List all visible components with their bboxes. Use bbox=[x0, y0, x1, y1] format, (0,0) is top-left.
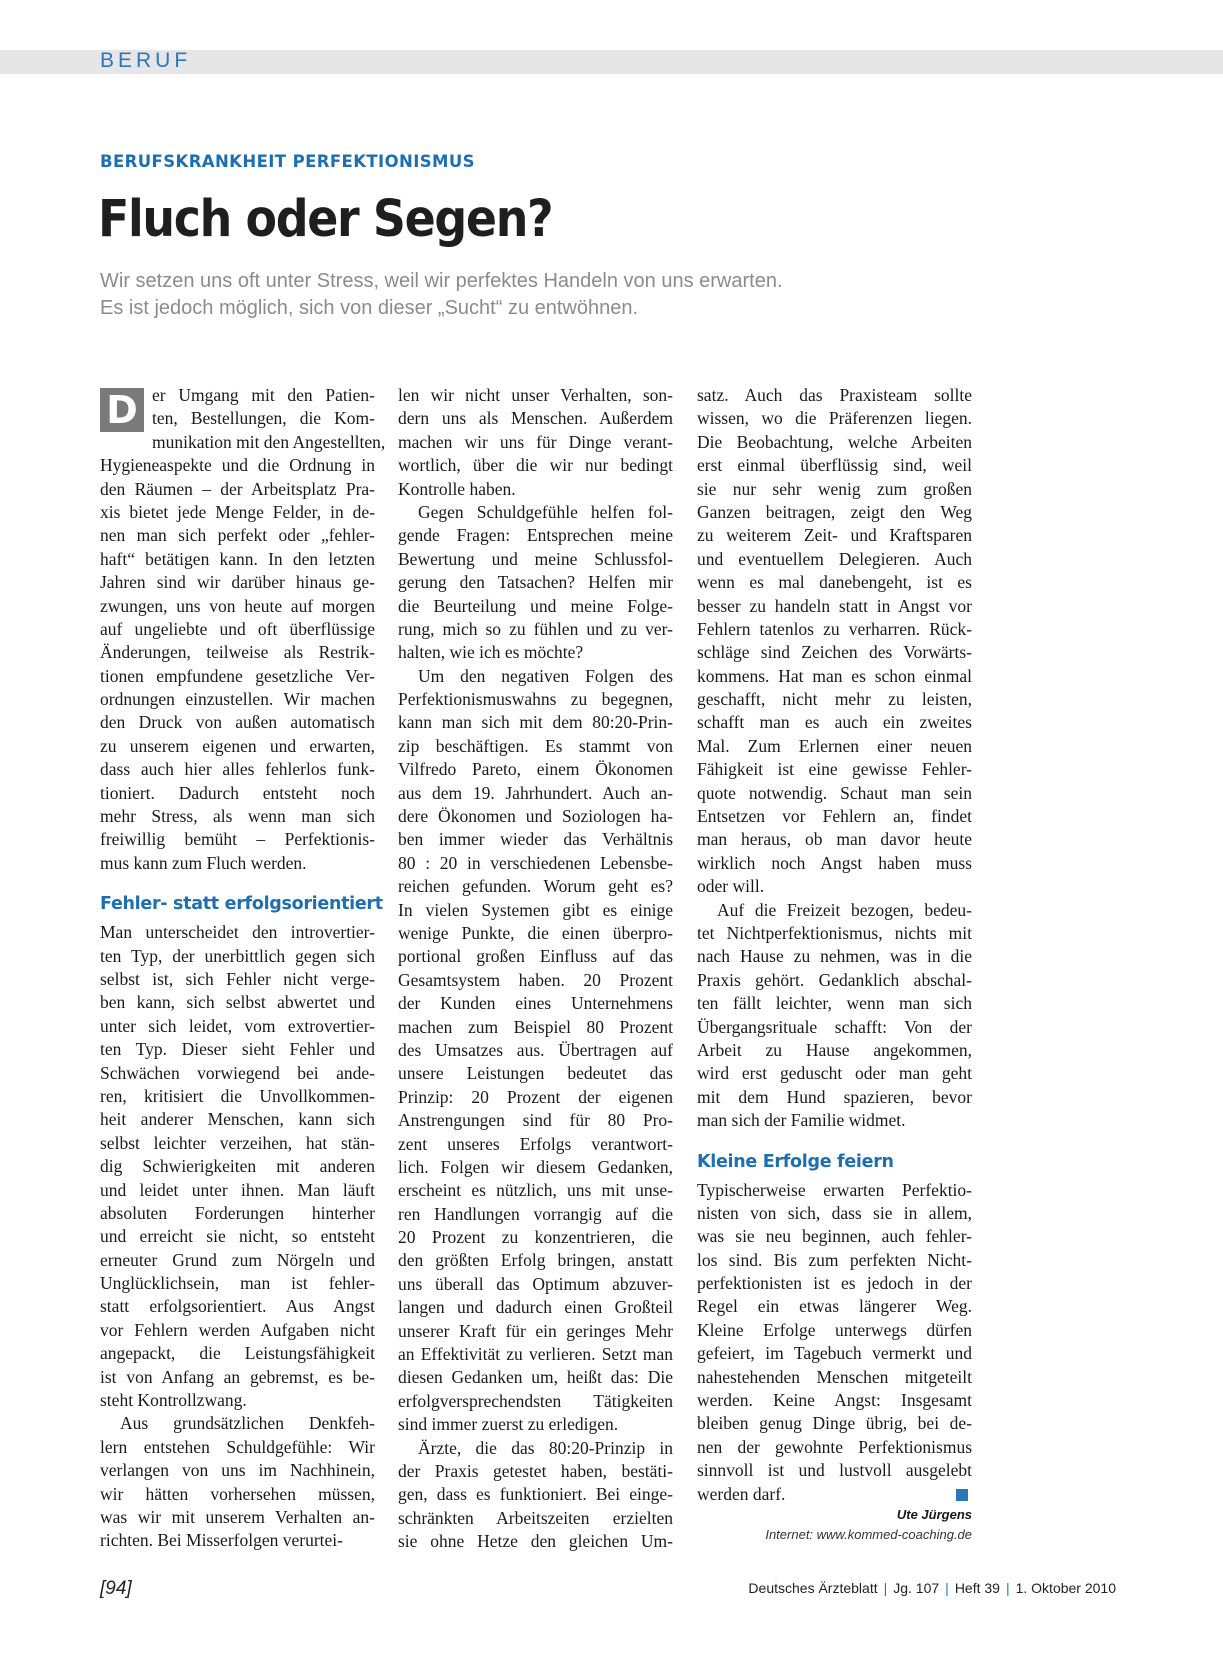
text-line: halten, wie ich es möchte? bbox=[398, 642, 584, 663]
subheading-fehler: Fehler- statt erfolgsorientiert bbox=[100, 894, 383, 915]
text-line: unserer Kraft für ein geringes Mehr bbox=[398, 1320, 673, 1341]
text-line: besser zu handeln statt in Angst vor bbox=[697, 595, 972, 616]
text-line: Regel ein etwas längerer Weg. bbox=[697, 1296, 972, 1317]
text-line: sie nur sehr wenig zum großen bbox=[697, 478, 972, 499]
text-line: Entsetzen vor Fehlern an, findet bbox=[697, 806, 972, 827]
article-subtitle bbox=[100, 268, 960, 322]
text-line: an Effektivität zu verlieren. Setzt man bbox=[398, 1344, 673, 1365]
text-line: angepackt, die Leistungsfähigkeit bbox=[100, 1343, 375, 1364]
text-line: ten Typ, der unerbittlich gegen sich bbox=[100, 945, 375, 966]
text-line: Man unterscheidet den introvertier- bbox=[100, 922, 375, 943]
text-line: den größten Erfolg bringen, anstatt bbox=[398, 1250, 673, 1271]
text-line: uns überall das Optimum abzuver- bbox=[398, 1273, 673, 1294]
text-line: ben kann, sich selbst abwertet und bbox=[100, 992, 375, 1013]
text-line: ordnungen einzustellen. Wir machen bbox=[100, 689, 375, 710]
text-column-1 bbox=[100, 384, 386, 1553]
text-line: Hygieneaspekte und die Ordnung in bbox=[100, 455, 375, 476]
text-line: und erreicht sie nicht, so entsteht bbox=[100, 1226, 375, 1247]
text-line: geschafft, nicht mehr zu leisten, bbox=[697, 689, 972, 710]
article-title: Fluch oder Segen? bbox=[98, 190, 553, 249]
text-line: Ärzte, die das 80:20-Prinzip in bbox=[418, 1437, 673, 1458]
text-line: dere Ökonomen und Soziologen ha- bbox=[398, 806, 673, 827]
text-line: ben immer wieder das Verhältnis bbox=[398, 829, 673, 850]
subtitle-line: Es ist jedoch möglich, sich von dieser „Sucht“ zu entwöhnen. bbox=[100, 297, 639, 319]
text-line: Mal. Zum Erlernen einer neuen bbox=[697, 735, 972, 756]
text-line: wir hätten vorhersehen müssen, bbox=[100, 1483, 375, 1504]
text-line: man sich der Familie widmet. bbox=[697, 1110, 906, 1131]
text-line: selbst leichter verzeihen, hat stän- bbox=[100, 1132, 375, 1153]
text-line: zu weiterem Zeit- und Kraftsparen bbox=[697, 525, 972, 546]
text-line: zu unserem eigenen und erwarten, bbox=[100, 735, 375, 756]
text-line: ist von Anfang an gebremst, es be- bbox=[100, 1366, 375, 1387]
text-line: len wir nicht unser Verhalten, son- bbox=[398, 385, 673, 405]
text-line: Jahren sind wir darüber hinaus ge- bbox=[100, 572, 375, 593]
text-line: zip beschäftigen. Es stammt von bbox=[398, 735, 673, 756]
text-line: oder will. bbox=[697, 876, 765, 897]
author-website: Internet: www.kommed-coaching.de bbox=[765, 1527, 972, 1542]
text-line: richten. Bei Misserfolgen verurtei- bbox=[100, 1530, 343, 1551]
text-line: gerung den Tatsachen? Helfen mir bbox=[398, 572, 673, 593]
text-line: schläge sind Zeichen des Vorwärts- bbox=[697, 642, 972, 663]
text-line: diesen Gedanken um, heißt das: Die bbox=[398, 1367, 673, 1388]
text-line: und leidet unter ihnen. Man läuft bbox=[100, 1179, 375, 1200]
text-line: statt erfolgsorientiert. Aus Angst bbox=[100, 1296, 375, 1317]
text-line: der Kunden eines Unternehmens bbox=[398, 993, 673, 1014]
text-line: erscheint es nützlich, uns mit unse- bbox=[398, 1180, 673, 1201]
text-line: gen, dass es funktioniert. Bei einge- bbox=[398, 1484, 673, 1505]
text-line: er Umgang mit den Patien- bbox=[152, 385, 375, 405]
section-paragraphs bbox=[100, 921, 375, 1553]
text-line: Bewertung und meine Schlussfol- bbox=[398, 548, 673, 569]
text-line: quote notwendig. Schaut man sein bbox=[697, 782, 972, 803]
text-line: Aus grundsätzlichen Denkfeh- bbox=[120, 1413, 375, 1434]
text-line: lich. Folgen wir diesem Gedanken, bbox=[398, 1156, 673, 1177]
text-line: nen der gewohnte Perfektionismus bbox=[697, 1436, 972, 1457]
text-line: sinnvoll ist und lustvoll ausgelebt bbox=[697, 1460, 972, 1481]
text-line: zwungen, uns von heute auf morgen bbox=[100, 595, 375, 616]
text-line: 20 Prozent zu konzentrieren, die bbox=[398, 1227, 673, 1248]
subtitle-line: Wir setzen uns oft unter Stress, weil wir perfektes Handeln von uns erwarten. bbox=[100, 270, 783, 292]
text-line: die Beurteilung und meine Folge- bbox=[398, 595, 673, 616]
text-line: vor Fehlern werden Aufgaben nicht bbox=[100, 1319, 375, 1340]
text-line: heit anderer Menschen, kann sich bbox=[100, 1109, 375, 1130]
text-line: den Räumen – der Arbeitsplatz Pra- bbox=[100, 478, 375, 499]
text-line: los sind. Bis zum perfekten Nicht- bbox=[697, 1249, 972, 1270]
text-line: selbst ist, sich Fehler nicht verge- bbox=[100, 968, 375, 989]
text-line: tioniert. Dadurch entsteht noch bbox=[100, 782, 375, 803]
text-line: nahestehenden Menschen mitgeteilt bbox=[697, 1366, 972, 1387]
closing-paragraph bbox=[697, 1179, 972, 1506]
text-line: reichen gefunden. Worum geht es? bbox=[398, 876, 673, 897]
text-line: wortlich, über die wir nur bedingt bbox=[398, 455, 673, 476]
text-line: Unglücklichsein, man ist fehler- bbox=[100, 1273, 375, 1294]
text-line: ren, kritisiert die Unvollkommen- bbox=[100, 1085, 375, 1106]
text-line: wirklich noch Angst haben muss bbox=[697, 852, 972, 873]
issue-date: 1. Oktober 2010 bbox=[1015, 1580, 1116, 1596]
text-line: machen wir uns für Dinge verant- bbox=[398, 431, 673, 452]
text-line: freiwillig bemüht – Perfektionis- bbox=[100, 829, 375, 850]
text-line: dass auch hier alles fehlerlos funk- bbox=[100, 759, 375, 780]
drop-cap: D bbox=[100, 388, 144, 432]
text-column-3 bbox=[697, 384, 972, 1506]
text-line: wissen, wo die Präferenzen liegen. bbox=[697, 408, 972, 429]
text-line: schafft man es auch ein zweites bbox=[697, 712, 972, 733]
text-line: wird erst geduscht oder man geht bbox=[697, 1063, 972, 1084]
text-line: Ganzen beitragen, zeigt den Weg bbox=[697, 501, 972, 522]
text-line: bleiben genug Dinge übrig, bei de- bbox=[697, 1413, 972, 1434]
text-line: des Umsatzes aus. Übertragen auf bbox=[398, 1039, 673, 1060]
end-of-article-square-icon bbox=[956, 1489, 968, 1501]
text-line: man heraus, ob man davor heute bbox=[697, 829, 972, 850]
text-line: der Praxis getestet haben, bestäti- bbox=[398, 1460, 673, 1481]
article-kicker: BERUFSKRANKHEIT PERFEKTIONISMUS bbox=[100, 152, 475, 171]
text-line: xis bietet jede Menge Felder, in de- bbox=[100, 501, 375, 522]
footer-separator: | bbox=[945, 1580, 949, 1596]
text-line: nach Hause zu nehmen, was in die bbox=[697, 946, 972, 967]
text-line: Gesamtsystem haben. 20 Prozent bbox=[398, 969, 673, 990]
text-line: perfektionisten ist es jedoch in der bbox=[697, 1273, 972, 1294]
text-line: Typischerweise erwarten Perfektio- bbox=[697, 1179, 972, 1200]
text-line: werden darf. bbox=[697, 1483, 786, 1504]
text-line: machen zum Beispiel 80 Prozent bbox=[398, 1016, 673, 1037]
text-line: absoluten Forderungen hinterher bbox=[100, 1202, 375, 1223]
author-name: Ute Jürgens bbox=[896, 1507, 972, 1522]
text-line: auf ungeliebte und oft überflüssige bbox=[100, 618, 375, 639]
text-line: 80 : 20 in verschiedenen Lebensbe- bbox=[398, 852, 673, 873]
text-line: erfolgversprechendsten Tätigkeiten bbox=[398, 1390, 673, 1411]
text-line: nen man sich perfekt oder „fehler- bbox=[100, 525, 375, 546]
text-line: kommens. Hat man es schon einmal bbox=[697, 665, 972, 686]
text-line: haft“ betätigen kann. In den letzten bbox=[100, 548, 375, 569]
text-line: steht Kontrollzwang. bbox=[100, 1390, 247, 1411]
text-line: was wir mit unserem Verhalten an- bbox=[100, 1506, 375, 1527]
text-line: satz. Auch das Praxisteam sollte bbox=[697, 385, 972, 405]
text-line: Arbeit zu Hause angekommen, bbox=[697, 1039, 972, 1060]
column-paragraphs bbox=[697, 384, 972, 1133]
column-paragraphs bbox=[398, 384, 673, 1554]
text-line: mit dem Hund spazieren, bevor bbox=[697, 1086, 972, 1107]
text-line: ten Typ. Dieser sieht Fehler und bbox=[100, 1039, 375, 1060]
text-line: zent unseres Erfolgs verantwort- bbox=[398, 1133, 673, 1154]
text-line: erneuter Grund zum Nörgeln und bbox=[100, 1249, 375, 1270]
text-line: dig Schwierigkeiten mit anderen bbox=[100, 1156, 375, 1177]
text-line: ten fällt leichter, wenn man sich bbox=[697, 993, 972, 1014]
subheading-kleine-erfolge: Kleine Erfolge feiern bbox=[697, 1151, 894, 1172]
text-line: tet Nichtperfektionismus, nichts mit bbox=[697, 922, 972, 943]
text-line: Praxis gehört. Gedanklich abschal- bbox=[697, 969, 972, 990]
text-line: Um den negativen Folgen des bbox=[418, 665, 673, 686]
text-line: In vielen Systemen gibt es einige bbox=[398, 899, 673, 920]
page-number: [94] bbox=[100, 1578, 132, 1599]
text-line: Kontrolle haben. bbox=[398, 478, 516, 499]
text-line: wenige Punkte, die einen überpro- bbox=[398, 922, 673, 943]
text-line: was sie neu beginnen, auch fehler- bbox=[697, 1226, 972, 1247]
text-line: sind immer zuerst zu erledigen. bbox=[398, 1414, 619, 1435]
text-line: lern entstehen Schuldgefühle: Wir bbox=[100, 1436, 375, 1457]
text-line: Perfektionismuswahns zu begegnen, bbox=[398, 689, 673, 710]
text-line: wenn es mal danebengeht, ist es bbox=[697, 572, 972, 593]
text-line: gende Fragen: Entsprechen meine bbox=[398, 525, 673, 546]
text-line: langen und dadurch einen Großteil bbox=[398, 1297, 673, 1318]
text-line: mus kann zum Fluch werden. bbox=[100, 852, 307, 873]
footer-separator: | bbox=[1005, 1580, 1010, 1596]
text-line: Anstrengungen sind für 80 Pro- bbox=[398, 1110, 673, 1131]
volume: Jg. 107 bbox=[893, 1580, 940, 1596]
text-line: Fehlern tatenlos zu verharren. Rück- bbox=[697, 618, 972, 639]
text-line: tionen empfundene gesetzliche Ver- bbox=[100, 665, 375, 686]
text-line: nisten von sich, dass sie in allem, bbox=[697, 1202, 972, 1223]
text-line: kann man sich mit dem 80:20-Prin- bbox=[398, 712, 673, 733]
section-label: BERUF bbox=[100, 49, 192, 72]
text-line: mehr Stress, als wenn man sich bbox=[100, 806, 375, 827]
text-line: aus dem 19. Jahrhundert. Auch an- bbox=[398, 782, 673, 803]
text-line: gefeiert, im Tagebuch vermerkt und bbox=[697, 1343, 972, 1364]
text-line: Kleine Erfolge unterwegs dürfen bbox=[697, 1319, 972, 1340]
text-line: sie ohne Hetze den gleichen Um- bbox=[398, 1531, 673, 1552]
issue: Heft 39 bbox=[954, 1580, 1000, 1596]
text-line: unsere Leistungen bedeutet das bbox=[398, 1063, 673, 1084]
text-line: dern uns als Menschen. Außerdem bbox=[398, 408, 673, 429]
footer-separator: | bbox=[883, 1580, 888, 1596]
text-line: und eventuellem Delegieren. Auch bbox=[697, 548, 972, 569]
intro-paragraph bbox=[100, 384, 386, 875]
publication-footer bbox=[748, 1580, 1116, 1596]
text-line: den Druck von außen automatisch bbox=[100, 712, 375, 733]
text-line: Fähigkeit ist eine gewisse Fehler- bbox=[697, 759, 972, 780]
text-line: Vilfredo Pareto, einem Ökonomen bbox=[398, 759, 673, 780]
text-line: Schwächen vorwiegend bei ande- bbox=[100, 1062, 375, 1083]
text-column-2 bbox=[398, 384, 673, 1554]
text-line: verlangen von uns im Nachhinein, bbox=[100, 1460, 375, 1481]
text-line: Übergangsrituale schafft: Von der bbox=[697, 1016, 972, 1037]
text-line: Die Beobachtung, welche Arbeiten bbox=[697, 431, 972, 452]
text-line: schränkten Arbeitszeiten erzielten bbox=[398, 1507, 673, 1528]
text-line: Gegen Schuldgefühle helfen fol- bbox=[418, 501, 673, 522]
text-line: portional großen Einfluss auf das bbox=[398, 946, 673, 967]
text-line: Änderungen, teilweise als Restrik- bbox=[100, 642, 375, 663]
text-line: Auf die Freizeit bezogen, bedeu- bbox=[717, 899, 972, 920]
text-line: unter sich leidet, vom extrovertier- bbox=[100, 1015, 375, 1036]
text-line: ren Handlungen vorrangig auf die bbox=[398, 1203, 673, 1224]
text-line: ten, Bestellungen, die Kom- bbox=[152, 408, 375, 429]
text-line: munikation mit den Angestellten, bbox=[152, 431, 386, 452]
text-line: rung, mich so zu fühlen und zu ver- bbox=[398, 618, 673, 639]
text-line: Prinzip: 20 Prozent der eigenen bbox=[398, 1086, 673, 1107]
text-line: werden. Keine Angst: Insgesamt bbox=[697, 1390, 972, 1411]
publication-name: Deutsches Ärzteblatt bbox=[748, 1580, 878, 1596]
text-line: erst einmal überflüssig sind, weil bbox=[697, 455, 972, 476]
